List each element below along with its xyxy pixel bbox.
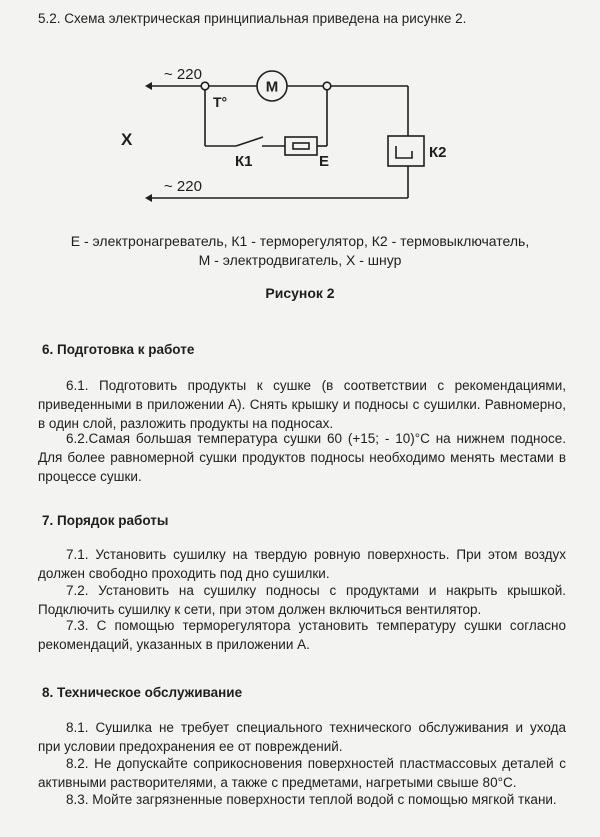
k2-label: К2 bbox=[429, 144, 447, 161]
voltage-bottom-label: ~ 220 bbox=[164, 178, 202, 195]
thermostat-label: Т° bbox=[213, 94, 228, 110]
voltage-top-label: ~ 220 bbox=[164, 66, 202, 83]
paragraph-7-3: 7.3. С помощью терморегулятора установить температуру сушки согласно рекомендаций, указанных в приложении А. bbox=[38, 618, 566, 652]
motor-label: М bbox=[265, 78, 279, 96]
paragraph-8-2: 8.2. Не допускайте соприкосновения поверхностей пластмассовых деталей с активными растворителями, а также с предметами, нагретыми свыше 80°С. bbox=[38, 756, 566, 790]
legend-line-1: Е - электронагреватель, К1 - терморегулятор, К2 - термовыключатель, bbox=[70, 233, 530, 249]
figure-title: Рисунок 2 bbox=[265, 285, 335, 301]
paragraph-6-2: 6.2.Самая большая температура сушки 60 (+15; - 10)°С на нижнем подносе. Для более равномерной сушки продуктов подносы необходимо менять местами в процессе сушки. bbox=[38, 431, 566, 484]
legend-line-2: М - электродвигатель, Х - шнур bbox=[198, 252, 402, 268]
paragraph-7-2: 7.2. Установить на сушилку подносы с продуктами и накрыть крышкой. Подключить сушилку к сети, при этом должен включиться вентилятор. bbox=[38, 583, 566, 617]
circuit-diagram bbox=[0, 0, 600, 230]
k2-switch-icon bbox=[396, 146, 412, 158]
arrow-top-icon bbox=[145, 82, 152, 90]
k1-switch-blade bbox=[236, 137, 263, 146]
junction-right-icon bbox=[323, 82, 331, 90]
k1-label: К1 bbox=[235, 153, 253, 170]
section-8-heading: 8. Техническое обслуживание bbox=[42, 685, 243, 700]
plug-label: Х bbox=[121, 130, 133, 149]
heater-element-icon bbox=[293, 143, 309, 149]
k2-box bbox=[388, 136, 424, 166]
paragraph-7-1: 7.1. Установить сушилку на твердую ровную поверхность. При этом воздух должен свободно проходить под дно сушилки. bbox=[38, 547, 566, 581]
junction-left-icon bbox=[201, 82, 209, 90]
heater-label: Е bbox=[319, 153, 330, 170]
section-6-heading: 6. Подготовка к работе bbox=[42, 342, 195, 357]
intro-text: 5.2. Схема электрическая принципиальная приведена на рисунке 2. bbox=[38, 11, 467, 26]
arrow-bottom-icon bbox=[145, 194, 152, 202]
paragraph-6-1: 6.1. Подготовить продукты к сушке (в соответствии с рекомендациями, приведенными в приложении А). Снять крышку и подносы с сушилки. Равномерно, в один слой, разложить продукты на подносах. bbox=[38, 378, 566, 431]
heater-box bbox=[285, 137, 317, 155]
paragraph-8-1: 8.1. Сушилка не требует специального технического обслуживания и ухода при условии предохранения ее от повреждений. bbox=[38, 720, 566, 754]
section-7-heading: 7. Порядок работы bbox=[42, 513, 169, 528]
paragraph-8-3: 8.3. Мойте загрязненные поверхности теплой водой с помощью мягкой ткани. bbox=[66, 792, 557, 807]
